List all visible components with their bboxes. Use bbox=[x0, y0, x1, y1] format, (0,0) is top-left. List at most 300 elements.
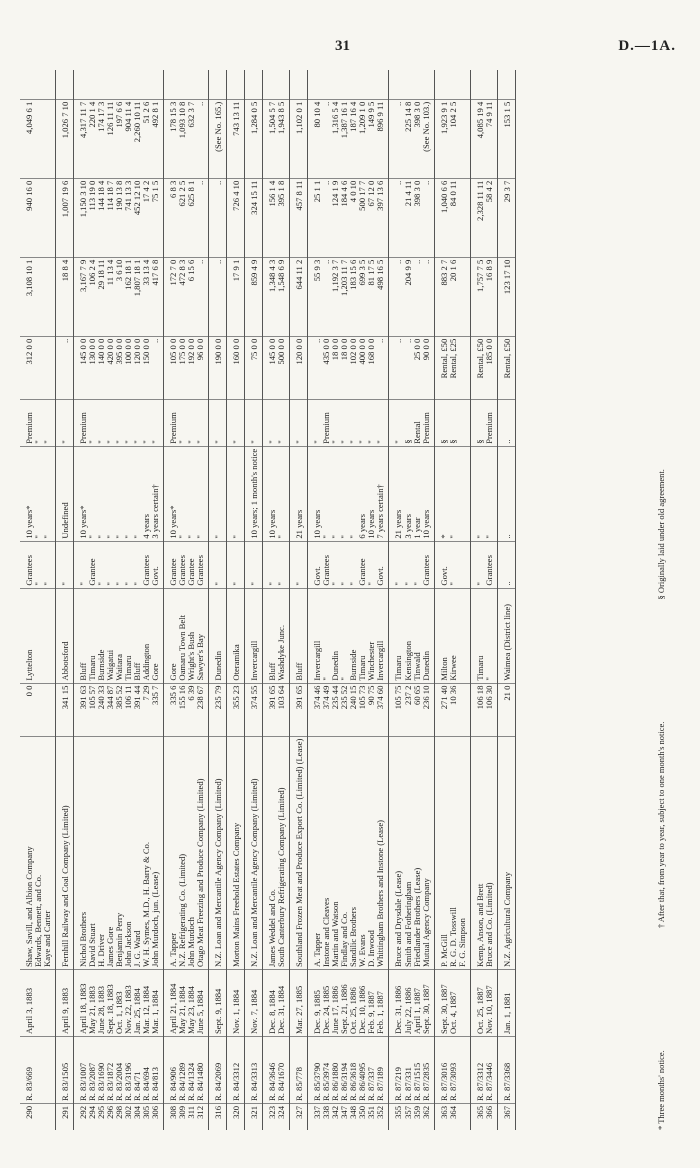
lessee-name-cell: Otago Meat Freezing and Produce Company (Limited) bbox=[196, 736, 209, 969]
agreement-date-cell: Dec. 24, 1885 bbox=[322, 970, 331, 1037]
register-ref-cell: R. 83/3196 bbox=[124, 1037, 133, 1104]
row-number-cell: 365 bbox=[470, 1104, 485, 1131]
agreement-date-cell: June 17, 1886 bbox=[331, 970, 340, 1037]
rent-amount-cell: .. bbox=[308, 336, 323, 399]
agreement-date-cell: Mar. 1, 1884 bbox=[151, 970, 164, 1037]
table-row bbox=[227, 70, 245, 1130]
rent-amount-cell: 120 0 0 bbox=[290, 336, 308, 399]
term-cell: " bbox=[322, 446, 331, 541]
table-row bbox=[34, 70, 43, 1130]
register-ref-cell: R. 85/3974 bbox=[322, 1037, 331, 1104]
register-ref-cell: R. 87/3368 bbox=[497, 1037, 515, 1104]
rent-amount-cell: 100 0 0 bbox=[124, 336, 133, 399]
siding-built-by-cell: " bbox=[404, 541, 413, 588]
station-cell: Oteramika bbox=[227, 588, 245, 683]
station-cell: Gore bbox=[151, 588, 164, 683]
total-cost-cell: 153 1 5 bbox=[497, 99, 515, 178]
rent-amount-cell: 18 0 0 bbox=[331, 336, 340, 399]
agreement-date-cell: Oct. 4, 1887 bbox=[449, 970, 458, 1037]
row-filler bbox=[277, 70, 290, 99]
station-cell: Dunedin bbox=[209, 588, 227, 683]
total-cost-cell: (See No. 165.) bbox=[209, 99, 227, 178]
table-row bbox=[164, 70, 179, 1130]
station-cell: Timaru bbox=[88, 588, 97, 683]
rent-amount-cell: 400 0 0 bbox=[358, 336, 367, 399]
rent-amount-cell: 168 0 0 bbox=[367, 336, 376, 399]
siding-built-by-cell: " bbox=[413, 541, 422, 588]
station-cell: Bluff bbox=[290, 588, 308, 683]
row-number-cell: 359 bbox=[413, 1104, 422, 1131]
siding-built-by-cell: Govt. bbox=[376, 541, 389, 588]
register-ref-cell: R. 87/3093 bbox=[449, 1037, 458, 1104]
total-cost-cell: 632 3 7 bbox=[187, 99, 196, 178]
consideration-cell: " bbox=[367, 399, 376, 446]
station-cell: Abbotsford bbox=[56, 588, 74, 683]
mileage-cell: 391 44 bbox=[133, 683, 142, 736]
rent-amount-cell: 130 0 0 bbox=[88, 336, 97, 399]
mileage-cell: 235 52 bbox=[340, 683, 349, 736]
cost-b-cell: 113 19 0 bbox=[88, 178, 97, 257]
lessee-name-cell: Sandilic Brothers bbox=[349, 736, 358, 969]
term-cell: 6 years bbox=[358, 446, 367, 541]
register-ref-cell: R. 87/337 bbox=[367, 1037, 376, 1104]
station-cell: Timaru bbox=[389, 588, 404, 683]
total-cost-cell: 178 15 3 bbox=[164, 99, 179, 178]
mileage-cell: 0 0 bbox=[20, 683, 34, 736]
agreement-date-cell: May 21, 1884 bbox=[178, 970, 187, 1037]
cost-a-cell: 33 13 4 bbox=[142, 257, 151, 336]
table-row bbox=[322, 70, 331, 1130]
rent-amount-cell: .. bbox=[56, 336, 74, 399]
total-cost-cell: 1,026 7 10 bbox=[56, 99, 74, 178]
register-ref-cell: R. 87/189 bbox=[376, 1037, 389, 1104]
row-number-cell: 302 bbox=[124, 1104, 133, 1131]
row-number-cell: 355 bbox=[389, 1104, 404, 1131]
row-filler bbox=[485, 70, 498, 99]
row-filler bbox=[151, 70, 164, 99]
agreement-date-cell: Nov. 1, 1884 bbox=[227, 970, 245, 1037]
mileage-cell: 155 16 bbox=[178, 683, 187, 736]
table-row bbox=[277, 70, 290, 1130]
consideration-cell: " bbox=[358, 399, 367, 446]
mileage-cell bbox=[43, 683, 56, 736]
row-filler bbox=[187, 70, 196, 99]
total-cost-cell: 2,260 10 11 bbox=[133, 99, 142, 178]
term-cell: * bbox=[434, 446, 449, 541]
lessee-name-cell: R. G. D. Tosswill bbox=[449, 736, 458, 969]
siding-built-by-cell: " bbox=[470, 541, 485, 588]
register-ref-cell: R. 86/3194 bbox=[340, 1037, 349, 1104]
consideration-cell: § bbox=[434, 399, 449, 446]
cost-a-cell: 55 9 3 bbox=[308, 257, 323, 336]
cost-a-cell: 18 8 4 bbox=[56, 257, 74, 336]
siding-built-by-cell: " bbox=[34, 541, 43, 588]
consideration-cell: " bbox=[34, 399, 43, 446]
lessee-name-cell: H. Driver bbox=[97, 736, 106, 969]
siding-built-by-cell: " bbox=[349, 541, 358, 588]
total-cost-cell: 896 9 11 bbox=[376, 99, 389, 178]
lessee-name-cell: Kemp, Anson, and Brett bbox=[470, 736, 485, 969]
mileage-cell: 10 36 bbox=[449, 683, 458, 736]
rent-amount-cell: 25 0 0 bbox=[413, 336, 422, 399]
siding-built-by-cell: " bbox=[133, 541, 142, 588]
rent-amount-cell: 96 0 0 bbox=[196, 336, 209, 399]
row-number-cell: 352 bbox=[376, 1104, 389, 1131]
total-cost-cell: 225 14 8 bbox=[404, 99, 413, 178]
siding-built-by-cell: " bbox=[340, 541, 349, 588]
station-cell: Timaru bbox=[124, 588, 133, 683]
siding-built-by-cell: " bbox=[367, 541, 376, 588]
station-cell: " bbox=[340, 588, 349, 683]
row-filler bbox=[308, 70, 323, 99]
agreement-date-cell: Sept. 18, 1883 bbox=[106, 970, 115, 1037]
row-number-cell: 295 bbox=[97, 1104, 106, 1131]
row-number-cell: 311 bbox=[187, 1104, 196, 1131]
agreement-date-cell: Dec. 31, 1886 bbox=[389, 970, 404, 1037]
table-row bbox=[485, 70, 498, 1130]
term-cell: " bbox=[209, 446, 227, 541]
consideration-cell: " bbox=[263, 399, 278, 446]
total-cost-cell: 4,049 6 1 bbox=[20, 99, 34, 178]
total-cost-cell: 1,284 0 5 bbox=[245, 99, 263, 178]
lessee-name-cell: Mutual Agency Company bbox=[422, 736, 435, 969]
table-row bbox=[404, 70, 413, 1130]
cost-a-cell: 3 6 10 bbox=[115, 257, 124, 336]
agreement-date-cell: Dec. 10, 1886 bbox=[358, 970, 367, 1037]
cost-a-cell: 81 17 5 bbox=[367, 257, 376, 336]
agreement-date-cell: Nov. 22, 1883 bbox=[124, 970, 133, 1037]
term-cell: 10 years* bbox=[74, 446, 89, 541]
row-filler bbox=[20, 70, 34, 99]
term-cell: " bbox=[227, 446, 245, 541]
station-cell: Bluff bbox=[263, 588, 278, 683]
consideration-cell: " bbox=[209, 399, 227, 446]
row-number-cell: 327 bbox=[290, 1104, 308, 1131]
rent-amount-cell: 395 0 0 bbox=[115, 336, 124, 399]
table-row bbox=[151, 70, 164, 1130]
lessee-name-cell: N.Z. Loan and Mercantile Agency Company (Limited) bbox=[245, 736, 263, 969]
row-number-cell: 312 bbox=[196, 1104, 209, 1131]
consideration-cell: " bbox=[349, 399, 358, 446]
rent-amount-cell: 145 0 0 bbox=[74, 336, 89, 399]
cost-b-cell: .. bbox=[389, 178, 404, 257]
siding-built-by-cell: " bbox=[331, 541, 340, 588]
agreement-date-cell: Sept. 30, 1887 bbox=[434, 970, 449, 1037]
siding-built-by-cell: Grantees bbox=[322, 541, 331, 588]
term-cell: 3 years certain† bbox=[151, 446, 164, 541]
term-cell: 10 years bbox=[308, 446, 323, 541]
mileage-cell: 236 10 bbox=[422, 683, 435, 736]
mileage-cell: 106 11 bbox=[124, 683, 133, 736]
rent-amount-cell: 192 0 0 bbox=[187, 336, 196, 399]
lessee-name-cell: Fernhill Railway and Coal Company (Limited) bbox=[56, 736, 74, 969]
term-cell: .. bbox=[497, 446, 515, 541]
agreement-date-cell: Dec. 31, 1884 bbox=[277, 970, 290, 1037]
cost-a-cell: 1,548 6 9 bbox=[277, 257, 290, 336]
lessee-name-cell: F. G. Simpson bbox=[458, 736, 471, 969]
mileage-cell: 391 65 bbox=[263, 683, 278, 736]
row-number-cell: 290 bbox=[20, 1104, 34, 1131]
consideration-cell: Premium bbox=[485, 399, 498, 446]
table-row bbox=[308, 70, 323, 1130]
consideration-cell: " bbox=[340, 399, 349, 446]
lessee-name-cell: W. H. Symes, M.D., H. Barry & Co. bbox=[142, 736, 151, 969]
cost-a-cell: 1,348 4 3 bbox=[263, 257, 278, 336]
rent-amount-cell: 160 0 0 bbox=[227, 336, 245, 399]
term-cell: " bbox=[43, 446, 56, 541]
siding-built-by-cell: " bbox=[277, 541, 290, 588]
consideration-cell: " bbox=[227, 399, 245, 446]
rent-amount-cell: 102 0 0 bbox=[349, 336, 358, 399]
consideration-cell: " bbox=[245, 399, 263, 446]
mileage-cell: 7 29 bbox=[142, 683, 151, 736]
register-ref-cell: R. 87/3312 bbox=[470, 1037, 485, 1104]
lessee-name-cell: N.Z. Agricultural Company bbox=[497, 736, 515, 969]
row-number-cell bbox=[43, 1104, 56, 1131]
cost-a-cell: 644 11 2 bbox=[290, 257, 308, 336]
register-ref-cell: R. 86/3618 bbox=[349, 1037, 358, 1104]
siding-agreements-table bbox=[20, 70, 516, 1130]
footnotes bbox=[656, 70, 666, 1130]
cost-a-cell: 1,807 18 1 bbox=[133, 257, 142, 336]
lessee-name-cell: Findlay and Co. bbox=[340, 736, 349, 969]
station-cell: Wright's Bush bbox=[187, 588, 196, 683]
term-cell: " bbox=[340, 446, 349, 541]
total-cost-cell: 51 2 6 bbox=[142, 99, 151, 178]
lessee-name-cell: Bruce and Co. (Limited) bbox=[485, 736, 498, 969]
row-number-cell: 350 bbox=[358, 1104, 367, 1131]
row-filler bbox=[227, 70, 245, 99]
cost-b-cell: 452 12 10 bbox=[133, 178, 142, 257]
lessee-name-cell: John Murdoch bbox=[187, 736, 196, 969]
table-row bbox=[196, 70, 209, 1130]
agreement-date-cell: Sept. 21, 1886 bbox=[340, 970, 349, 1037]
row-number-cell: 366 bbox=[485, 1104, 498, 1131]
term-cell: " bbox=[97, 446, 106, 541]
cost-b-cell: 124 1 9 bbox=[331, 178, 340, 257]
mileage-cell: 391 63 bbox=[74, 683, 89, 736]
cost-b-cell: 4 0 10 bbox=[349, 178, 358, 257]
cost-a-cell: 417 6 8 bbox=[151, 257, 164, 336]
station-cell bbox=[43, 588, 56, 683]
rent-amount-cell: 312 0 0 bbox=[20, 336, 34, 399]
siding-built-by-cell: Grantee bbox=[164, 541, 179, 588]
row-number-cell: 316 bbox=[209, 1104, 227, 1131]
row-filler bbox=[497, 70, 515, 99]
register-ref-cell: R. 84/1289 bbox=[178, 1037, 187, 1104]
cost-b-cell bbox=[458, 178, 471, 257]
register-ref-cell: R. 83/1505 bbox=[56, 1037, 74, 1104]
cost-a-cell: 204 9 9 bbox=[404, 257, 413, 336]
rent-amount-cell: 150 0 0 bbox=[142, 336, 151, 399]
cost-a-cell: 123 17 10 bbox=[497, 257, 515, 336]
row-filler bbox=[458, 70, 471, 99]
cost-a-cell: 16 8 9 bbox=[485, 257, 498, 336]
rent-amount-cell: 18 0 0 bbox=[340, 336, 349, 399]
row-filler bbox=[376, 70, 389, 99]
table-row bbox=[413, 70, 422, 1130]
table-row bbox=[43, 70, 56, 1130]
cost-a-cell: 6 15 6 bbox=[187, 257, 196, 336]
station-cell: Invercargill bbox=[308, 588, 323, 683]
row-number-cell: 363 bbox=[434, 1104, 449, 1131]
register-ref-cell: R. 86/1880 bbox=[331, 1037, 340, 1104]
cost-a-cell bbox=[34, 257, 43, 336]
rent-amount-cell: 420 0 0 bbox=[106, 336, 115, 399]
cost-b-cell: 25 1 1 bbox=[308, 178, 323, 257]
row-number-cell: 324 bbox=[277, 1104, 290, 1131]
row-filler bbox=[196, 70, 209, 99]
row-filler bbox=[164, 70, 179, 99]
total-cost-cell: 126 11 11 bbox=[106, 99, 115, 178]
term-cell: 10 years bbox=[367, 446, 376, 541]
agreement-date-cell bbox=[458, 970, 471, 1037]
consideration-cell: " bbox=[97, 399, 106, 446]
term-cell: " bbox=[178, 446, 187, 541]
row-filler bbox=[124, 70, 133, 99]
cost-b-cell: 21 4 11 bbox=[404, 178, 413, 257]
row-number-cell: 364 bbox=[449, 1104, 458, 1131]
table-row bbox=[187, 70, 196, 1130]
siding-built-by-cell: " bbox=[209, 541, 227, 588]
term-cell: 10 years bbox=[263, 446, 278, 541]
row-number-cell: 321 bbox=[245, 1104, 263, 1131]
table-row bbox=[389, 70, 404, 1130]
row-number-cell: 342 bbox=[331, 1104, 340, 1131]
table-row bbox=[106, 70, 115, 1130]
register-ref-cell: R. 83/2087 bbox=[88, 1037, 97, 1104]
row-filler bbox=[56, 70, 74, 99]
mileage-cell: 235 44 bbox=[331, 683, 340, 736]
cost-b-cell: 1,040 6 6 bbox=[434, 178, 449, 257]
agreement-date-cell: May 23, 1884 bbox=[187, 970, 196, 1037]
consideration-cell: " bbox=[389, 399, 404, 446]
agreement-date-cell: Oct. 1, 1883 bbox=[115, 970, 124, 1037]
agreement-date-cell: May 21, 1883 bbox=[88, 970, 97, 1037]
agreement-date-cell: June 5, 1884 bbox=[196, 970, 209, 1037]
consideration-cell: " bbox=[178, 399, 187, 446]
mileage-cell: 335 6 bbox=[164, 683, 179, 736]
row-number-cell: 337 bbox=[308, 1104, 323, 1131]
consideration-cell: " bbox=[106, 399, 115, 446]
row-number-cell: 305 bbox=[142, 1104, 151, 1131]
rent-amount-cell: 105 0 0 bbox=[164, 336, 179, 399]
term-cell: 21 years bbox=[389, 446, 404, 541]
consideration-cell: " bbox=[187, 399, 196, 446]
station-cell: Waitara bbox=[115, 588, 124, 683]
station-cell: Kirwee bbox=[449, 588, 458, 683]
lessee-name-cell: Edwards, Bennett, and Co. bbox=[34, 736, 43, 969]
total-cost-cell: 1,923 9 1 bbox=[434, 99, 449, 178]
table-row bbox=[331, 70, 340, 1130]
lessee-name-cell: P. McGill bbox=[434, 736, 449, 969]
cost-b-cell: 184 4 6 bbox=[340, 178, 349, 257]
row-filler bbox=[358, 70, 367, 99]
agreement-date-cell: Nov. 10, 1887 bbox=[485, 970, 498, 1037]
row-filler bbox=[115, 70, 124, 99]
siding-built-by-cell: " bbox=[449, 541, 458, 588]
rent-amount-cell: 90 0 0 bbox=[422, 336, 435, 399]
mileage-cell bbox=[34, 683, 43, 736]
register-ref-cell: R. 84/71 bbox=[133, 1037, 142, 1104]
total-cost-cell: .. bbox=[389, 99, 404, 178]
row-filler bbox=[74, 70, 89, 99]
agreement-date-cell bbox=[43, 970, 56, 1037]
station-cell: Timaru bbox=[358, 588, 367, 683]
lessee-name-cell: Morton Mains Freehold Estates Company bbox=[227, 736, 245, 969]
consideration-cell: " bbox=[290, 399, 308, 446]
siding-built-by-cell: Grantees bbox=[422, 541, 435, 588]
consideration-cell bbox=[458, 399, 471, 446]
siding-built-by-cell: " bbox=[124, 541, 133, 588]
table-row bbox=[458, 70, 471, 1130]
mileage-cell bbox=[458, 683, 471, 736]
cost-a-cell bbox=[43, 257, 56, 336]
station-cell: Washdyke Junc. bbox=[277, 588, 290, 683]
mileage-cell: 235 79 bbox=[209, 683, 227, 736]
lessee-name-cell: N.Z. Loan and Mercantile Agency Company (Limited) bbox=[209, 736, 227, 969]
consideration-cell: " bbox=[151, 399, 164, 446]
table-row bbox=[115, 70, 124, 1130]
siding-built-by-cell: " bbox=[115, 541, 124, 588]
cost-b-cell: 29 3 7 bbox=[497, 178, 515, 257]
rent-amount-cell bbox=[34, 336, 43, 399]
agreement-date-cell: Jan. 25, 1884 bbox=[133, 970, 142, 1037]
register-ref-cell: R. 87/219 bbox=[389, 1037, 404, 1104]
rent-amount-cell: 140 0 0 bbox=[97, 336, 106, 399]
rent-amount-cell: .. bbox=[376, 336, 389, 399]
rent-amount-cell: 500 0 0 bbox=[277, 336, 290, 399]
mileage-cell: 106 30 bbox=[485, 683, 498, 736]
station-cell: Winchester bbox=[367, 588, 376, 683]
lessee-name-cell: John Murdoch, jun. (Lease) bbox=[151, 736, 164, 969]
rent-amount-cell: Rental, £50 bbox=[470, 336, 485, 399]
row-filler bbox=[367, 70, 376, 99]
lessee-name-cell: Martin and Watson bbox=[331, 736, 340, 969]
row-number-cell: 320 bbox=[227, 1104, 245, 1131]
row-number-cell: 306 bbox=[151, 1104, 164, 1131]
term-cell: 10 years* bbox=[20, 446, 34, 541]
term-cell: " bbox=[349, 446, 358, 541]
consideration-cell: Premium bbox=[74, 399, 89, 446]
agreement-date-cell: Dec. 8, 1884 bbox=[263, 970, 278, 1037]
table-row bbox=[20, 70, 34, 1130]
row-filler bbox=[449, 70, 458, 99]
table-row bbox=[178, 70, 187, 1130]
term-cell: " bbox=[485, 446, 498, 541]
agreement-date-cell: April 18, 1883 bbox=[74, 970, 89, 1037]
row-number-cell bbox=[34, 1104, 43, 1131]
mileage-cell: 105 75 bbox=[389, 683, 404, 736]
term-cell: 10 years; 1 month's notice bbox=[245, 446, 263, 541]
station-cell: Dunedin bbox=[422, 588, 435, 683]
consideration-cell: " bbox=[133, 399, 142, 446]
register-ref-cell: R. 86/4095 bbox=[358, 1037, 367, 1104]
station-cell: Invercargill bbox=[245, 588, 263, 683]
row-filler bbox=[470, 70, 485, 99]
consideration-cell: " bbox=[277, 399, 290, 446]
consideration-cell: " bbox=[56, 399, 74, 446]
register-ref-cell: R. 84/3313 bbox=[245, 1037, 263, 1104]
station-cell bbox=[458, 588, 471, 683]
total-cost-cell: (See No. 103.) bbox=[422, 99, 435, 178]
cost-b-cell: 324 15 11 bbox=[245, 178, 263, 257]
row-number-cell: 323 bbox=[263, 1104, 278, 1131]
row-number-cell: 291 bbox=[56, 1104, 74, 1131]
mileage-cell: 90 75 bbox=[367, 683, 376, 736]
cost-b-cell bbox=[34, 178, 43, 257]
register-ref-cell: R. 87/331 bbox=[404, 1037, 413, 1104]
